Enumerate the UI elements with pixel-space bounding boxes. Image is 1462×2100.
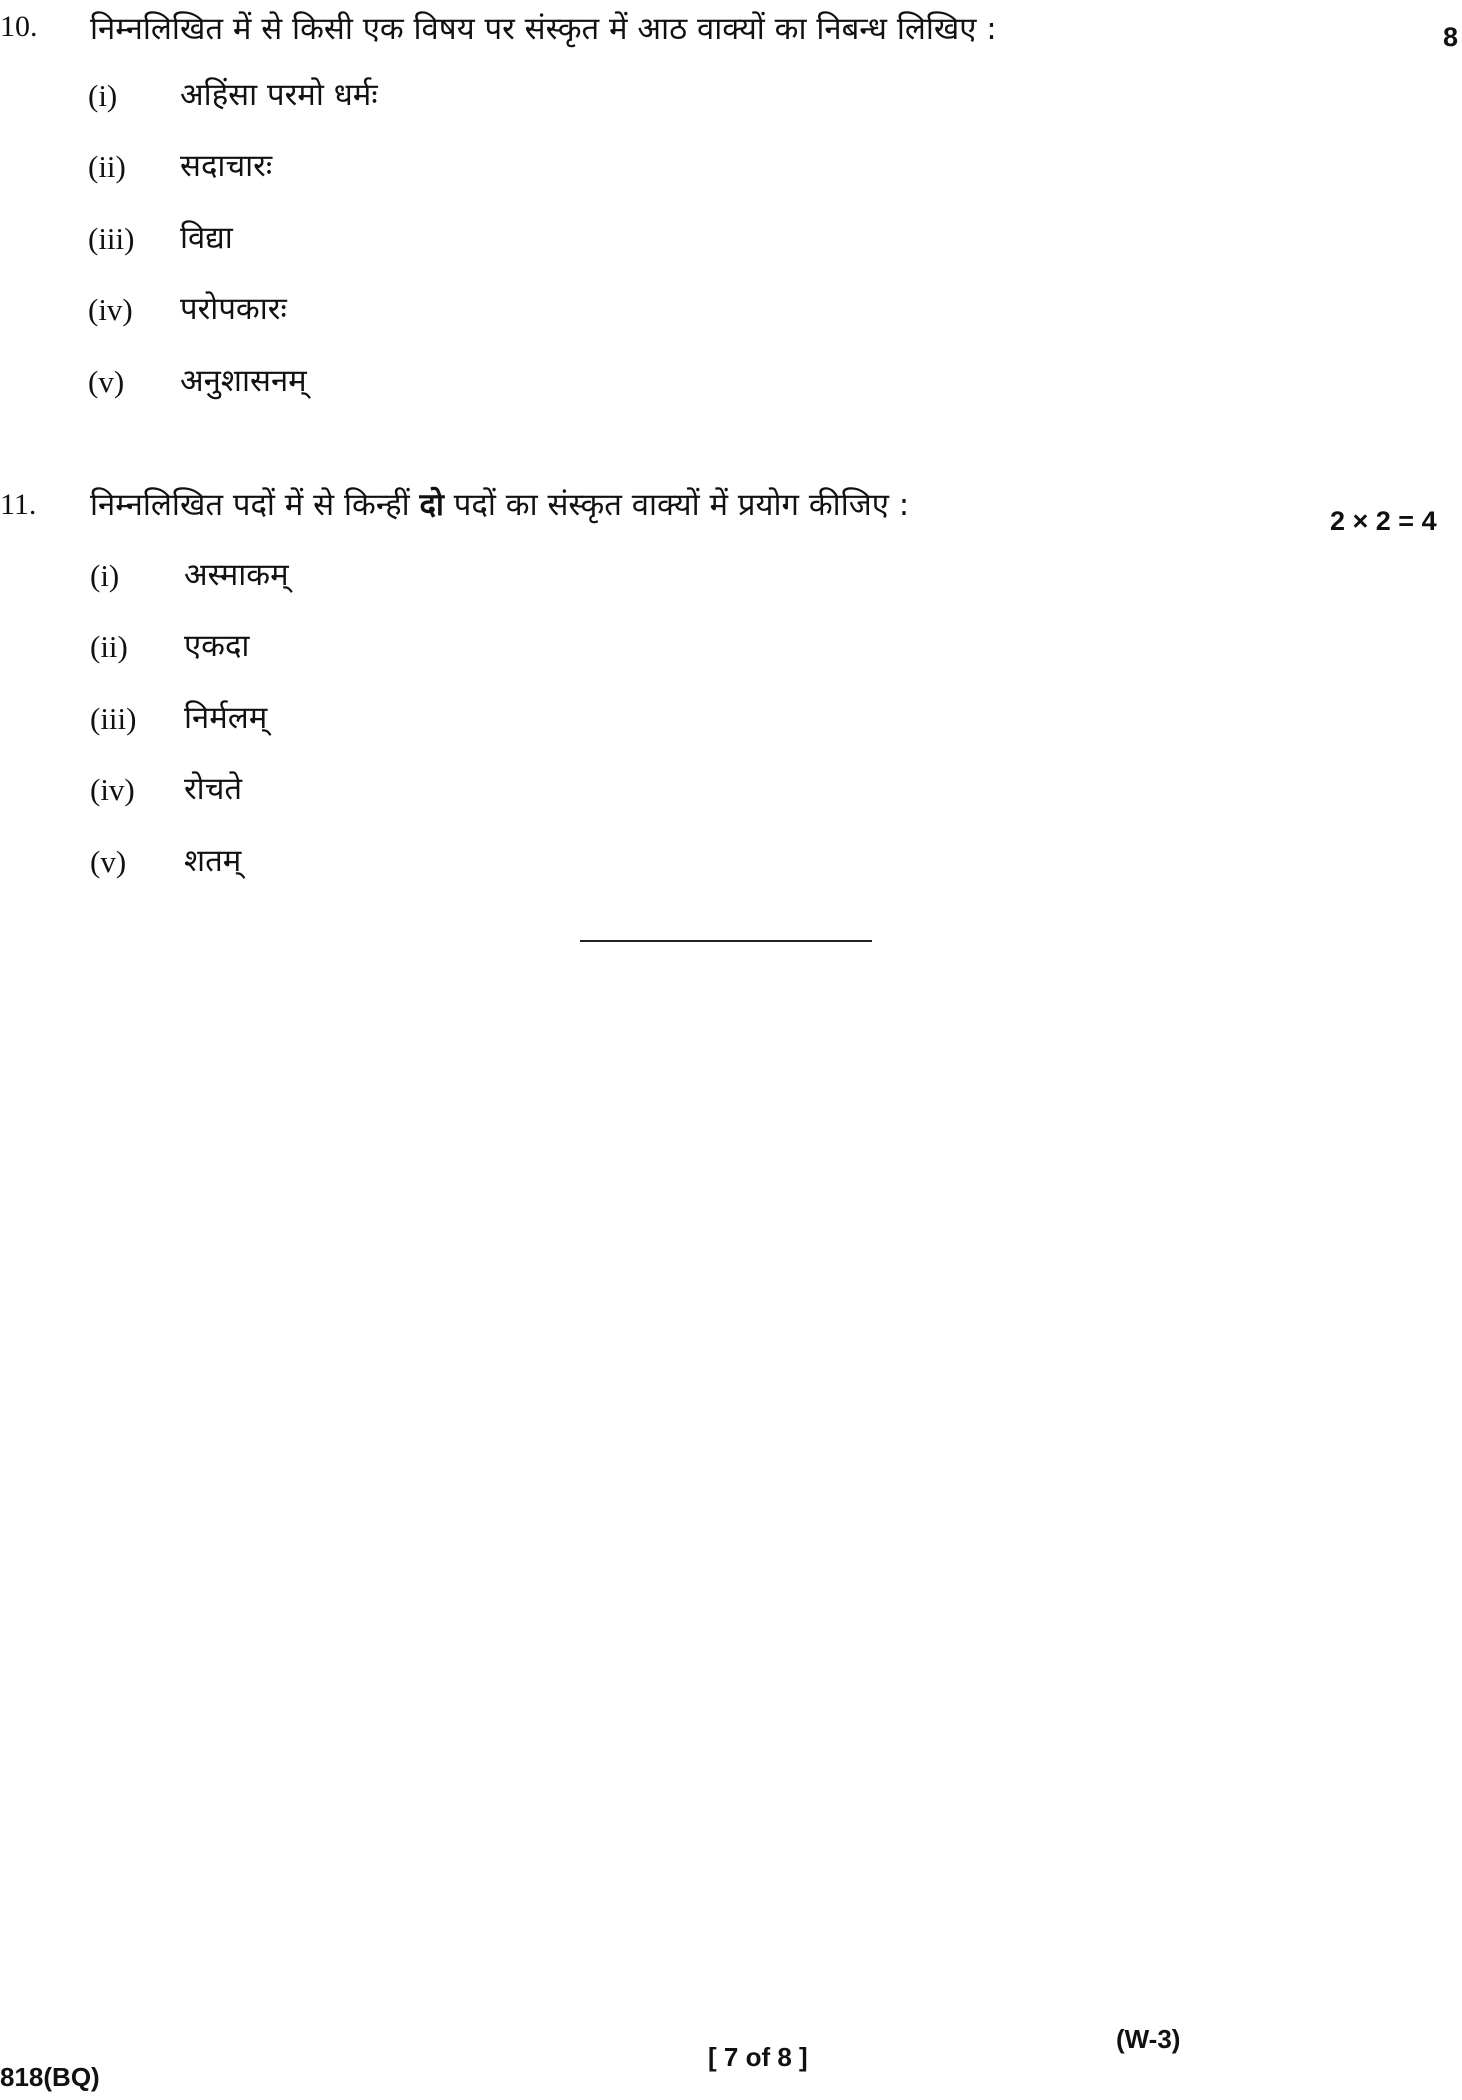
- end-divider: [580, 940, 872, 942]
- option-label: (iii): [88, 221, 135, 256]
- option-text: अहिंसा परमो धर्मः: [180, 77, 378, 113]
- question-text: निम्नलिखित में से किसी एक विषय पर संस्कृत में आठ वाक्यों का निबन्ध लिखिए :: [90, 11, 997, 47]
- question-text: [90, 487, 910, 523]
- option-label: (iii): [90, 701, 137, 736]
- question-text-start: निम्नलिखित पदों में से किन्हीं: [90, 487, 420, 523]
- question-number: 10.: [0, 10, 38, 43]
- option-text: शतम्: [184, 843, 242, 879]
- series-code: (W-3): [1116, 2024, 1181, 2054]
- option-label: (ii): [88, 149, 126, 184]
- option-label: (v): [90, 844, 127, 879]
- option-text: सदाचारः: [180, 148, 273, 184]
- option-label: (i): [88, 78, 118, 113]
- paper-code: 818(BQ): [0, 2062, 100, 2092]
- option-text: परोपकारः: [180, 291, 287, 327]
- option-text: एकदा: [184, 628, 250, 664]
- option-label: (iv): [88, 292, 133, 327]
- option-text: अनुशासनम्: [180, 363, 307, 399]
- option-label: (ii): [90, 629, 128, 664]
- question-text-end: पदों का संस्कृत वाक्यों में प्रयोग कीजिए :: [443, 487, 910, 523]
- emphasis-word: दो: [419, 487, 444, 523]
- page-indicator: [ 7 of 8 ]: [708, 2042, 808, 2072]
- option-text: रोचते: [184, 771, 243, 807]
- option-text: अस्माकम्: [184, 557, 289, 593]
- option-label: (iv): [90, 772, 135, 807]
- option-text: निर्मलम्: [184, 700, 268, 736]
- option-text: विद्या: [180, 220, 233, 256]
- question-number: 11.: [0, 488, 37, 521]
- question-marks: 8: [1442, 22, 1458, 52]
- option-label: (v): [88, 364, 125, 399]
- option-label: (i): [90, 558, 120, 593]
- question-marks: 2 × 2 = 4: [1330, 506, 1437, 536]
